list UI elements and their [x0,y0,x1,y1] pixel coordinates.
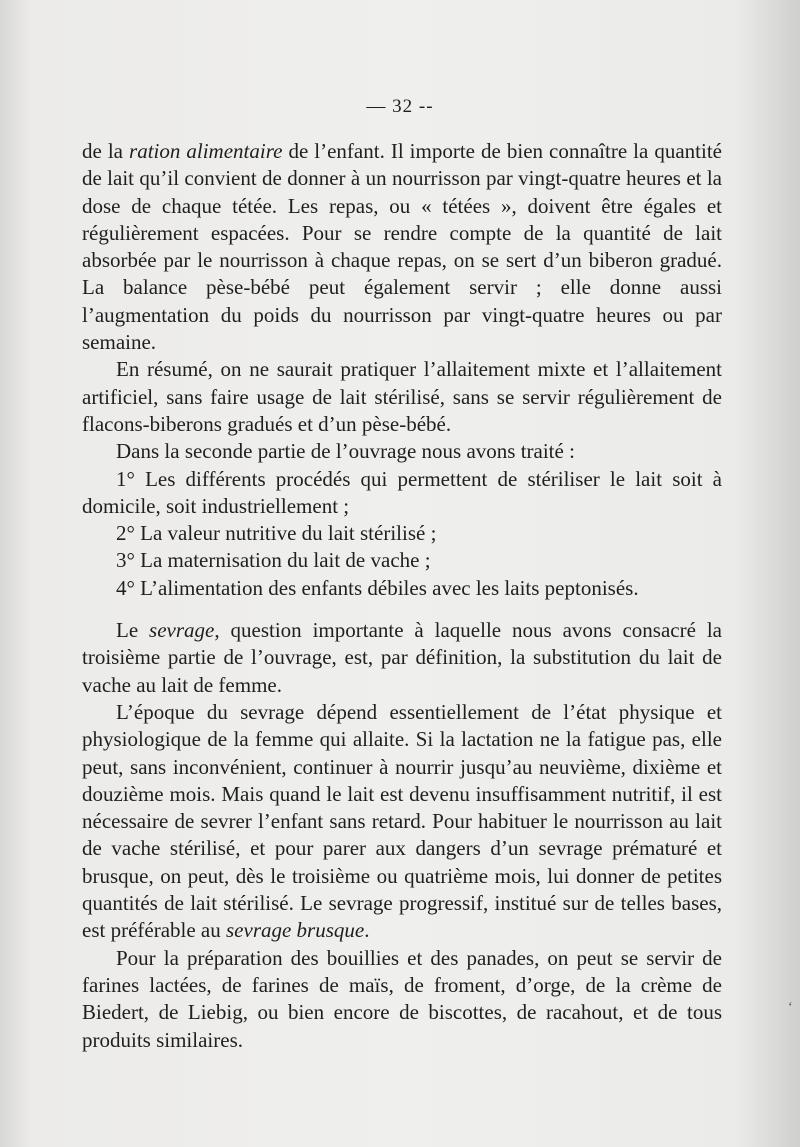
paragraph-sevrage [82,617,722,699]
paragraph-resume: En résumé, on ne saurait pratiquer l’allaitement mixte et l’allaitement artificiel, sans faire usage de lait stérilisé, sans se servir régulièrement de flacons-biberons gradués et d’un pèse-bébé. [82,357,722,436]
list-text: L’alimentation des enfants débiles avec les laits peptonisés. [140,575,639,600]
list-number: 4° [116,575,135,600]
paragraph-bouillies: Pour la préparation des bouillies et des panades, on peut se servir de farines lactées, de farines de maïs, de froment, d’orge, de la crème de Biedert, de Liebig, ou bien encore de biscottes, de racahout, et de tous produits similaires. [82,945,722,1052]
list-number: 2° [116,521,135,546]
paragraph-ration [82,138,722,356]
list-item-3 [82,547,722,574]
paragraph-text: , question importante à laquelle nous avons consacré la troisième partie de l’ouvrage, est, par définition, la substitution du lait de vache au lait de femme. [82,618,722,697]
paragraph-epoque [82,699,722,945]
paragraph-seconde-partie: Dans la seconde partie de l’ouvrage nous avons traité : [116,439,575,464]
margin-mark: ‘ [788,1000,793,1015]
list-text: La maternisation du lait de vache ; [140,548,431,573]
paragraph-text: de l’enfant. Il importe de bien connaître la quantité de lait qu’il convient de donner à un nourrisson par vingt-quatre heures et la dose de chaque tétée. Les repas, ou « tétées », doivent être égales et régulièrement espacées. Pour se rendre compte de la quantité de lait absorbée par le nourrisson à chaque repas, on se sert d’un biberon gradué. La balance pèse-bébé peut également servir ; elle donne aussi l’augmentation du poids du nourrisson par vingt-quatre heures ou par semaine. [82,139,722,355]
list-text: Les différents procédés qui permettent de stériliser le lait soit à domicile, soit industriellement ; [82,466,723,518]
italic-term: sevrage brusque [226,918,365,943]
paragraph-text: L’époque du sevrage dépend essentiellement de l’état physique et physiologique de la femme qui allaite. Si la lactation ne la fatigue pas, elle peut, sans inconvénient, continuer à nourrir jusqu’au neuvième, dixième et douzième mois. Mais quand le lait est devenu insuffisamment nutritif, il est nécessaire de sevrer l’enfant sans retard. Pour habituer le nourrisson au lait de vache stérilisé, et pour parer aux dangers d’un sevrage prématuré et brusque, on peut, dès le troisième ou quatrième mois, lui donner de petites quantités de lait stérilisé. Le sevrage progressif, institué sur de telles bases, est préférable au [82,699,722,943]
list-number: 1° [116,466,135,491]
list-text: La valeur nutritive du lait stérilisé ; [140,521,437,546]
list-item-1 [82,466,722,521]
list-item-2 [82,520,722,547]
list-item-4 [82,575,722,602]
italic-term: ration alimentaire [129,139,283,163]
italic-term: sevrage [149,618,215,643]
page-number: — 32 -- [366,96,434,117]
body-text [82,138,722,1054]
paragraph-text: . [364,918,370,943]
paragraph-text: de la [82,139,130,163]
paragraph-text: Le [116,618,150,643]
list-number: 3° [116,548,135,573]
